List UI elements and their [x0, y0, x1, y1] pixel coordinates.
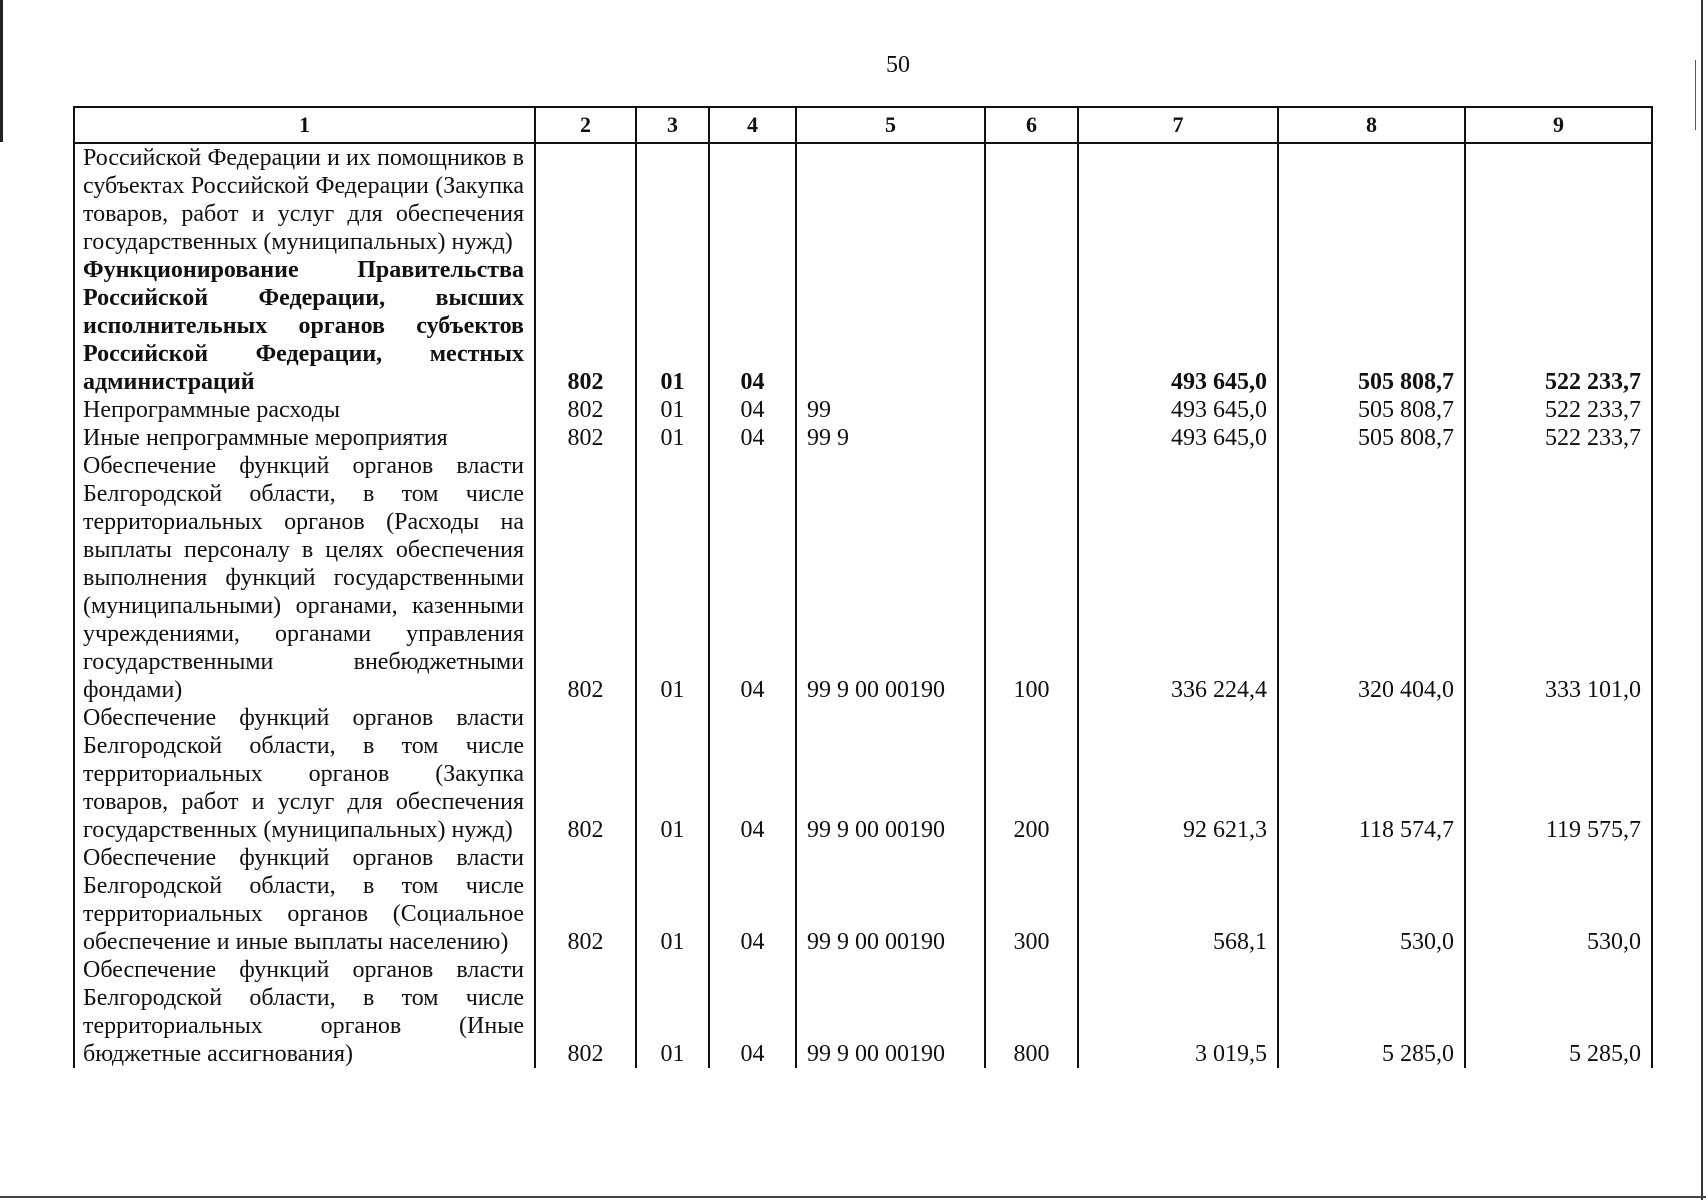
cell-expense-type: 300: [985, 844, 1078, 956]
cell-section-code: 01: [636, 956, 709, 1068]
cell-amount-col9: 5 285,0: [1465, 956, 1652, 1068]
scan-edge-right: [1701, 0, 1703, 1200]
cell-amount-col9: 530,0: [1465, 844, 1652, 956]
cell-ministry-code: 802: [535, 424, 636, 452]
header-row: [74, 107, 1652, 143]
cell-ministry-code: 802: [535, 396, 636, 424]
cell-subsection-code: 04: [709, 424, 796, 452]
cell-subsection-code: 04: [709, 956, 796, 1068]
column-header-5: 5: [796, 107, 985, 143]
row-name: Обеспечение функций органов власти Белгородской области, в том числе территориальных органов (Иные бюджетные ассигнования): [74, 956, 535, 1068]
cell-section-code: 01: [636, 452, 709, 704]
row-name: Обеспечение функций органов власти Белгородской области, в том числе территориальных органов (Социальное обеспечение и иные выплаты населению): [74, 844, 535, 956]
cell-amount-col9: 333 101,0: [1465, 452, 1652, 704]
cell-section-code: 01: [636, 396, 709, 424]
row-name: Обеспечение функций органов власти Белгородской области, в том числе территориальных органов (Расходы на выплаты персоналу в целях обеспечения выполнения функций государственными (муниципальными) органами, казенными учреждениями, органами управления государственными внебюджетными фондами): [74, 452, 535, 704]
cell-target-article: [796, 256, 985, 396]
row-name: Функционирование Правительства Российской Федерации, высших исполнительных органов субъектов Российской Федерации, местных администраций: [74, 256, 535, 396]
table-row: [74, 143, 1652, 256]
column-header-8: 8: [1278, 107, 1465, 143]
cell-expense-type: 800: [985, 956, 1078, 1068]
cell-amount-col8: 5 285,0: [1278, 956, 1465, 1068]
cell-expense-type: [985, 424, 1078, 452]
cell-ministry-code: 802: [535, 256, 636, 396]
cell-amount-col9: 522 233,7: [1465, 396, 1652, 424]
cell-expense-type: [985, 396, 1078, 424]
cell-amount-col7: 493 645,0: [1078, 424, 1278, 452]
cell-target-article: 99 9 00 00190: [796, 844, 985, 956]
cell-amount-col9: 522 233,7: [1465, 424, 1652, 452]
cell-ministry-code: 802: [535, 956, 636, 1068]
cell-section-code: [636, 143, 709, 256]
cell-amount-col8: 118 574,7: [1278, 704, 1465, 844]
table-row: [74, 704, 1652, 844]
table-body: [74, 143, 1652, 1068]
cell-subsection-code: 04: [709, 256, 796, 396]
cell-subsection-code: 04: [709, 704, 796, 844]
row-name: Непрограммные расходы: [74, 396, 535, 424]
cell-ministry-code: 802: [535, 844, 636, 956]
cell-ministry-code: 802: [535, 704, 636, 844]
column-header-4: 4: [709, 107, 796, 143]
column-header-7: 7: [1078, 107, 1278, 143]
column-header-2: 2: [535, 107, 636, 143]
cell-ministry-code: [535, 143, 636, 256]
cell-amount-col7: [1078, 143, 1278, 256]
column-header-9: 9: [1465, 107, 1652, 143]
budget-table: [73, 106, 1653, 1068]
cell-subsection-code: 04: [709, 452, 796, 704]
cell-subsection-code: [709, 143, 796, 256]
cell-target-article: 99 9 00 00190: [796, 956, 985, 1068]
row-name: Российской Федерации и их помощников в субъектах Российской Федерации (Закупка товаров, работ и услуг для обеспечения государственных (муниципальных) нужд): [74, 143, 535, 256]
cell-amount-col8: [1278, 143, 1465, 256]
cell-amount-col8: 505 808,7: [1278, 396, 1465, 424]
cell-amount-col9: [1465, 143, 1652, 256]
cell-target-article: 99: [796, 396, 985, 424]
cell-target-article: 99 9 00 00190: [796, 452, 985, 704]
cell-expense-type: [985, 143, 1078, 256]
cell-amount-col8: 320 404,0: [1278, 452, 1465, 704]
table-row: [74, 452, 1652, 704]
cell-amount-col8: 505 808,7: [1278, 256, 1465, 396]
cell-section-code: 01: [636, 844, 709, 956]
table-row: [74, 424, 1652, 452]
column-header-3: 3: [636, 107, 709, 143]
cell-amount-col8: 505 808,7: [1278, 424, 1465, 452]
cell-subsection-code: 04: [709, 396, 796, 424]
cell-target-article: 99 9 00 00190: [796, 704, 985, 844]
cell-amount-col9: 522 233,7: [1465, 256, 1652, 396]
cell-section-code: 01: [636, 256, 709, 396]
page-number: 50: [886, 52, 910, 78]
table-row: [74, 256, 1652, 396]
cell-section-code: 01: [636, 704, 709, 844]
scan-edge-bottom: [0, 1196, 1706, 1198]
cell-section-code: 01: [636, 424, 709, 452]
table-row: [74, 956, 1652, 1068]
row-name: Обеспечение функций органов власти Белгородской области, в том числе территориальных органов (Закупка товаров, работ и услуг для обеспечения государственных (муниципальных) нужд): [74, 704, 535, 844]
row-name: Иные непрограммные мероприятия: [74, 424, 535, 452]
cell-amount-col7: 493 645,0: [1078, 256, 1278, 396]
cell-target-article: 99 9: [796, 424, 985, 452]
cell-amount-col7: 568,1: [1078, 844, 1278, 956]
column-header-6: 6: [985, 107, 1078, 143]
cell-amount-col8: 530,0: [1278, 844, 1465, 956]
cell-amount-col7: 336 224,4: [1078, 452, 1278, 704]
column-header-1: 1: [74, 107, 535, 143]
cell-expense-type: 200: [985, 704, 1078, 844]
table-row: [74, 396, 1652, 424]
cell-amount-col7: 92 621,3: [1078, 704, 1278, 844]
cell-amount-col9: 119 575,7: [1465, 704, 1652, 844]
cell-amount-col7: 493 645,0: [1078, 396, 1278, 424]
table-row: [74, 844, 1652, 956]
cell-expense-type: [985, 256, 1078, 396]
cell-amount-col7: 3 019,5: [1078, 956, 1278, 1068]
cell-expense-type: 100: [985, 452, 1078, 704]
cell-ministry-code: 802: [535, 452, 636, 704]
cell-subsection-code: 04: [709, 844, 796, 956]
cell-target-article: [796, 143, 985, 256]
